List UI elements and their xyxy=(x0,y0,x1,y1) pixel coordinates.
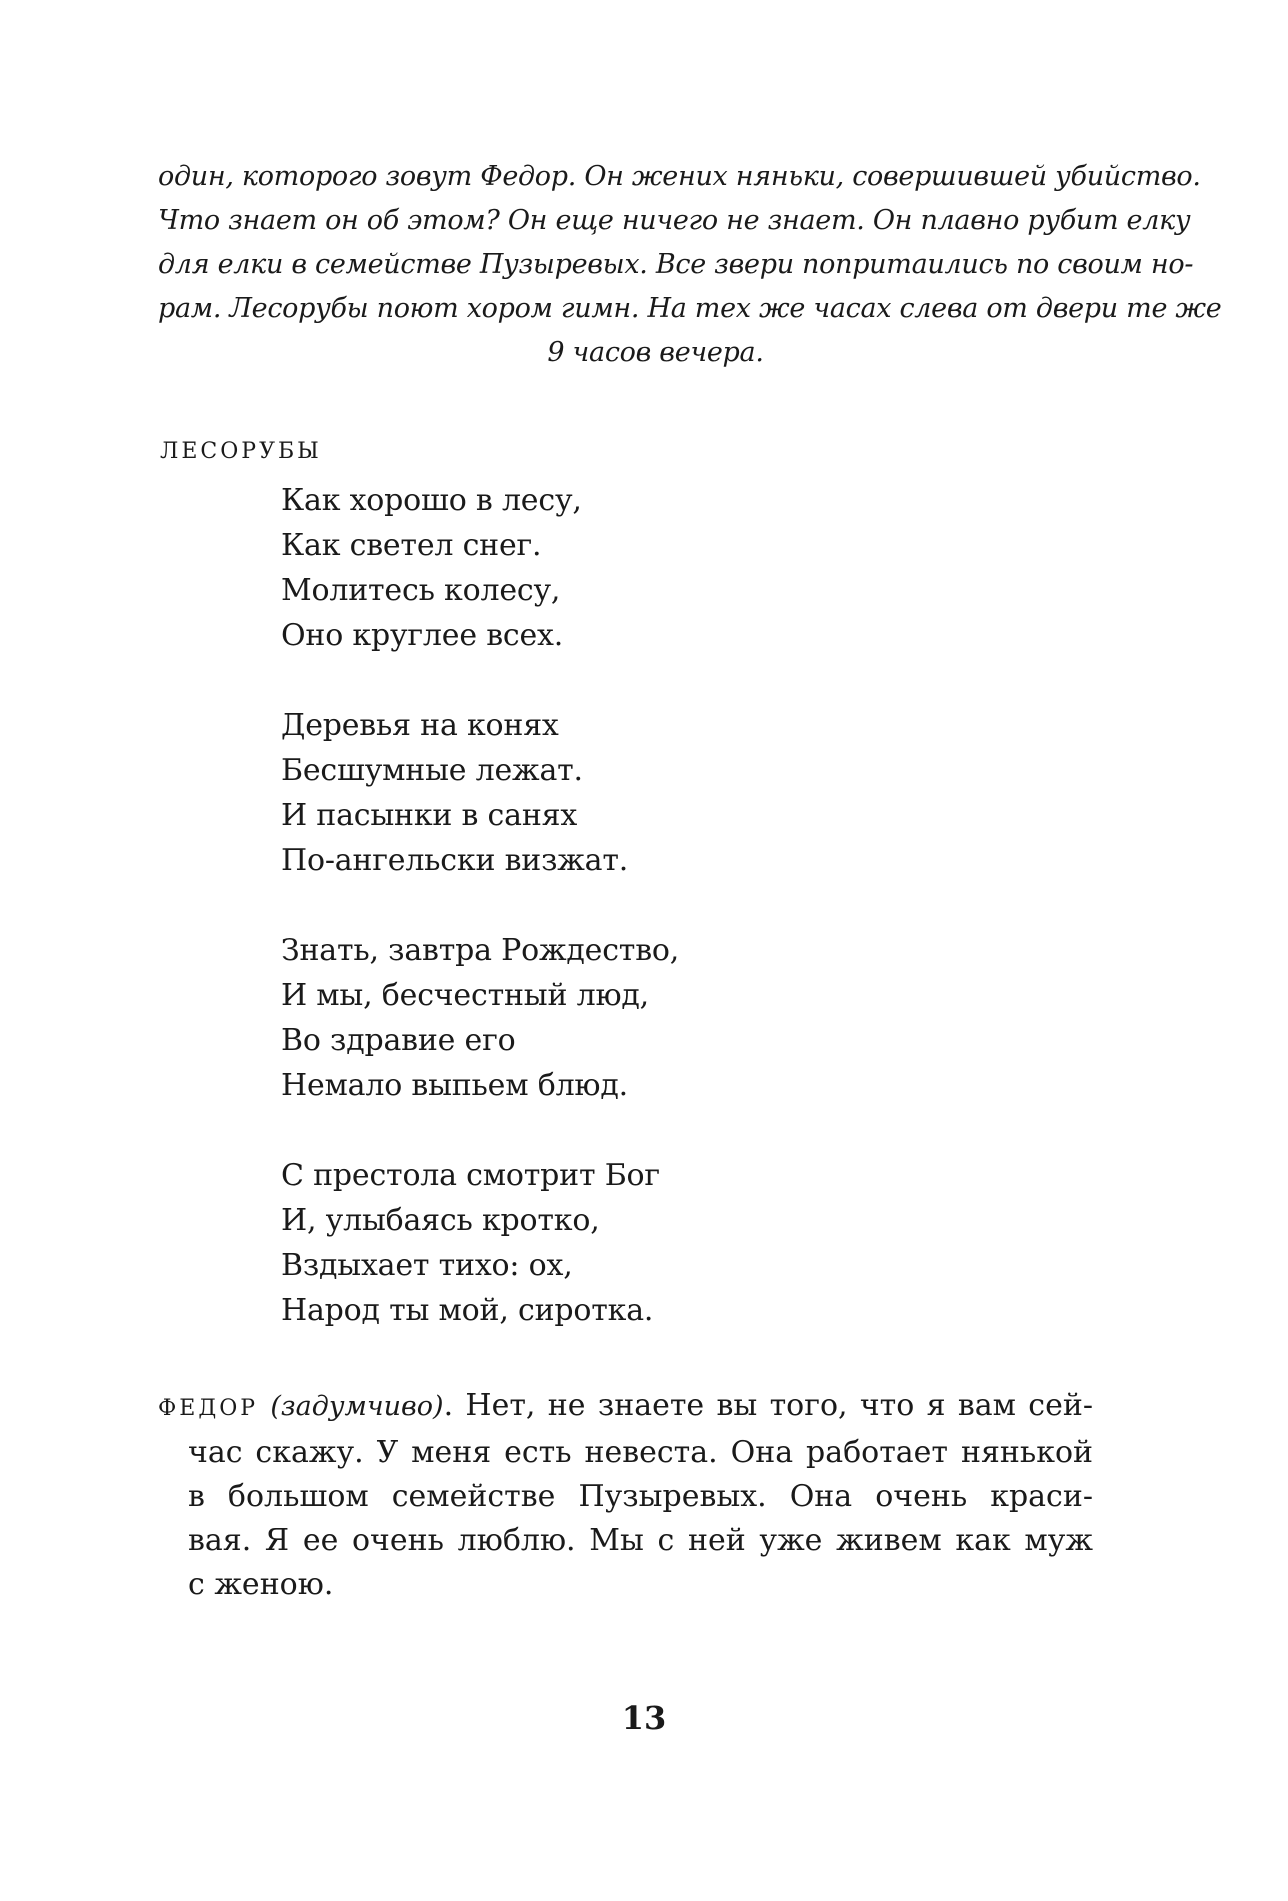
fedor-speech-line: в большом семействе Пузыревых. Она очень краси- xyxy=(188,1479,1093,1514)
poem-stanza xyxy=(281,1153,679,1333)
stage-direction-line: рам. Лесорубы поют хором гимн. На тех же часах слева от двери те же xyxy=(158,293,1222,324)
poem-verse: Вздыхает тихо: ох, xyxy=(281,1248,573,1283)
poem-stanza xyxy=(281,928,679,1108)
poem-verse: Как светел снег. xyxy=(281,528,542,563)
poem-verse: Как хорошо в лесу, xyxy=(281,483,582,518)
poem-verse: Молитесь колесу, xyxy=(281,573,561,608)
stage-direction-line: один, которого зовут Федор. Он жених няньки, совершившей убийство. xyxy=(158,161,1201,192)
page-number: 13 xyxy=(621,1699,667,1737)
stage-remark: (задумчиво) xyxy=(270,1391,444,1422)
poem xyxy=(281,478,679,1333)
poem-verse: Оно круглее всех. xyxy=(281,618,564,653)
poem-verse: С престола смотрит Бог xyxy=(281,1158,660,1193)
fedor-speech-line: час скажу. У меня есть невеста. Она работает нянькой xyxy=(188,1435,1093,1470)
fedor-speech-line xyxy=(158,1384,1093,1431)
poem-verse: И, улыбаясь кротко, xyxy=(281,1203,600,1238)
stage-direction xyxy=(158,155,1222,375)
poem-verse: И мы, бесчестный люд, xyxy=(281,978,649,1013)
speaker-name-lesoruby: ЛЕСОРУБЫ xyxy=(160,439,322,464)
poem-verse: Знать, завтра Рождество, xyxy=(281,933,680,968)
poem-verse: По-ангельски визжат. xyxy=(281,843,629,878)
speaker-name-fedor: ФЕДОР xyxy=(158,1396,259,1421)
poem-stanza xyxy=(281,478,679,658)
fedor-speech-line: вая. Я ее очень люблю. Мы с ней уже живем как муж xyxy=(188,1523,1093,1558)
stage-direction-line: для елки в семействе Пузыревых. Все звери попритаились по своим но- xyxy=(158,249,1194,280)
poem-verse: Во здравие его xyxy=(281,1023,516,1058)
fedor-speech-line: с женою. xyxy=(188,1567,334,1602)
poem-verse: Деревья на конях xyxy=(281,708,559,743)
poem-verse: И пасынки в санях xyxy=(281,798,578,833)
stage-direction-line: 9 часов вечера. xyxy=(547,337,764,368)
fedor-speech xyxy=(158,1384,1093,1607)
fedor-speech-text: . Нет, не знаете вы того, что я вам сей- xyxy=(443,1388,1093,1423)
poem-verse: Немало выпьем блюд. xyxy=(281,1068,628,1103)
stage-direction-line: Что знает он об этом? Он еще ничего не знает. Он плавно рубит елку xyxy=(158,205,1191,236)
poem-verse: Бесшумные лежат. xyxy=(281,753,583,788)
poem-stanza xyxy=(281,703,679,883)
poem-verse: Народ ты мой, сиротка. xyxy=(281,1293,654,1328)
